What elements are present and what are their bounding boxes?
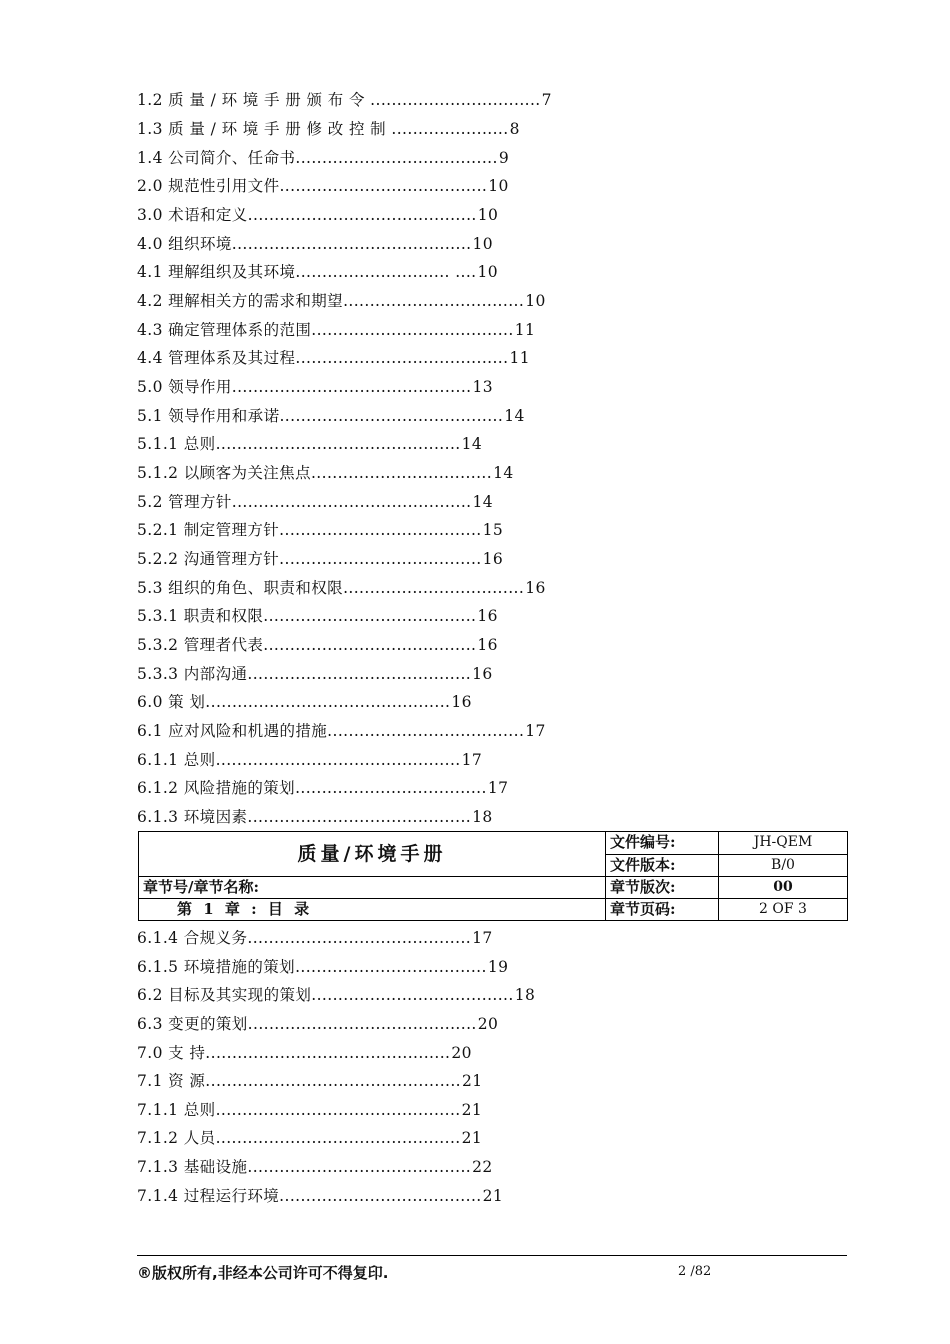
toc-entry[interactable]: 6.1.1 总则..............................................17 (137, 751, 483, 769)
toc-entry[interactable]: 4.0 组织环境.............................................10 (137, 235, 494, 253)
toc-entry[interactable]: 5.3 组织的角色、职责和权限..................................16 (137, 579, 546, 597)
section-page-value: 2 OF 3 (719, 899, 848, 921)
toc-entry[interactable]: 6.1.3 环境因素..........................................18 (137, 808, 493, 826)
toc-entry[interactable]: 6.1.5 环境措施的策划....................................19 (137, 958, 509, 976)
doc-version-label: 文件版本: (606, 854, 719, 877)
toc-entry[interactable]: 2.0 规范性引用文件.......................................10 (137, 177, 509, 195)
doc-version-value: B/0 (719, 854, 848, 877)
copyright-notice: ®版权所有,非经本公司许可不得复印. (137, 1264, 389, 1282)
toc-entry[interactable]: 6.1.2 风险措施的策划....................................17 (137, 779, 509, 797)
section-version-value: 00 (719, 877, 848, 899)
toc-entry[interactable]: 7.1.2 人员..............................................21 (137, 1129, 483, 1147)
toc-entry[interactable]: 5.2 管理方针.............................................14 (137, 493, 494, 511)
doc-number-label: 文件编号: (606, 832, 719, 855)
toc-entry[interactable]: 1.3 质 量 / 环 境 手 册 修 改 控 制 ......................8 (137, 120, 520, 138)
toc-entry[interactable]: 3.0 术语和定义...........................................10 (137, 206, 499, 224)
toc-entry[interactable]: 6.2 目标及其实现的策划......................................18 (137, 986, 536, 1004)
toc-entry[interactable]: 1.2 质 量 / 环 境 手 册 颁 布 令 ................................7 (137, 91, 552, 109)
toc-entry[interactable]: 5.2.1 制定管理方针......................................15 (137, 521, 504, 539)
toc-entry[interactable]: 5.1.1 总则..............................................14 (137, 435, 483, 453)
section-version-label: 章节版次: (606, 877, 719, 899)
page-indicator: 2 /82 (678, 1264, 712, 1279)
section-page-label: 章节页码: (606, 899, 719, 921)
toc-entry[interactable]: 7.1.1 总则..............................................21 (137, 1101, 483, 1119)
toc-entry[interactable]: 5.0 领导作用.............................................13 (137, 378, 494, 396)
toc-entry[interactable]: 5.2.2 沟通管理方针......................................16 (137, 550, 504, 568)
toc-entry[interactable]: 7.1 资 源................................................21 (137, 1072, 483, 1090)
doc-number-value: JH-QEM (719, 832, 848, 855)
toc-entry[interactable]: 4.2 理解相关方的需求和期望..................................10 (137, 292, 546, 310)
toc-entry[interactable]: 4.1 理解组织及其环境............................. ....10 (137, 263, 499, 281)
toc-entry[interactable]: 5.1 领导作用和承诺..........................................14 (137, 407, 525, 425)
toc-entry[interactable]: 1.4 公司简介、任命书......................................9 (137, 149, 510, 167)
toc-entry[interactable]: 6.1.4 合规义务..........................................17 (137, 929, 493, 947)
toc-entry[interactable]: 5.3.3 内部沟通..........................................16 (137, 665, 493, 683)
toc-entry[interactable]: 5.3.1 职责和权限........................................16 (137, 607, 498, 625)
chapter-title: 第 1 章 : 目 录 (139, 899, 606, 921)
toc-entry[interactable]: 6.3 变更的策划...........................................20 (137, 1015, 499, 1033)
toc-entry[interactable]: 7.0 支 持..............................................20 (137, 1044, 472, 1062)
toc-entry[interactable]: 6.0 策 划..............................................16 (137, 693, 472, 711)
manual-title: 质量/环境手册 (139, 832, 606, 877)
toc-entry[interactable]: 5.1.2 以顾客为关注焦点..................................14 (137, 464, 514, 482)
toc-entry[interactable]: 7.1.3 基础设施..........................................22 (137, 1158, 493, 1176)
footer-divider (137, 1255, 847, 1256)
toc-entry[interactable]: 4.3 确定管理体系的范围......................................11 (137, 321, 536, 339)
toc-entry[interactable]: 5.3.2 管理者代表........................................16 (137, 636, 498, 654)
toc-entry[interactable]: 4.4 管理体系及其过程........................................11 (137, 349, 530, 367)
toc-entry[interactable]: 6.1 应对风险和机遇的措施.....................................17 (137, 722, 546, 740)
toc-entry[interactable]: 7.1.4 过程运行环境......................................21 (137, 1187, 504, 1205)
document-header-table (138, 831, 848, 921)
section-name-label: 章节号/章节名称: (139, 877, 606, 899)
